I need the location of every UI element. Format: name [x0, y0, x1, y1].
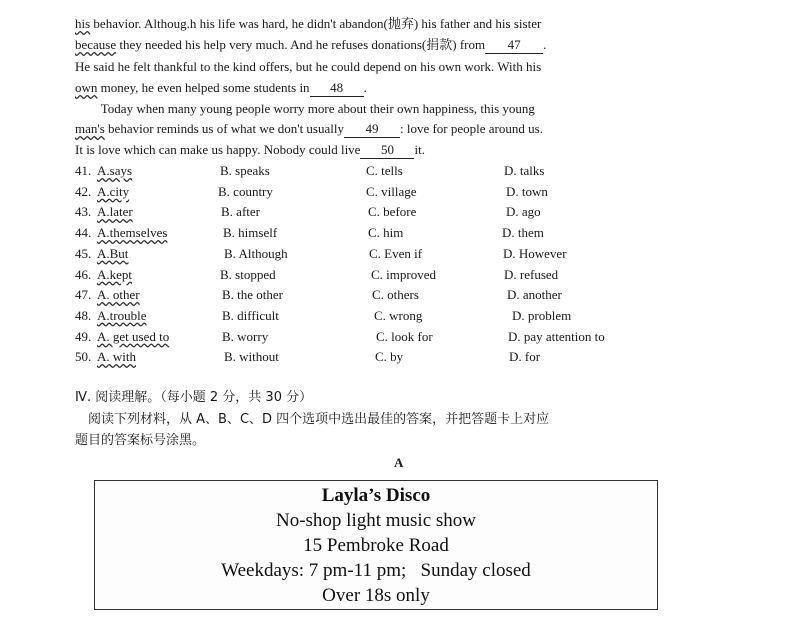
passage-line-5 [75, 101, 535, 117]
option-a[interactable]: A. other [97, 287, 140, 303]
question-number: 44. [75, 225, 92, 241]
option-c[interactable]: C. tells [366, 163, 403, 178]
ad-show: No-shop light music show [275, 510, 477, 531]
passage-text: : love for people around us. [399, 121, 543, 136]
underlined-word: own [75, 80, 98, 95]
passage-line-1 [75, 16, 541, 32]
option-d[interactable]: D. refused [504, 266, 559, 282]
option-a[interactable]: A.says [97, 163, 133, 178]
answer-blank-50[interactable]: 50 [360, 142, 414, 159]
option-a[interactable]: A. with [97, 349, 136, 365]
answer-blank-49[interactable]: 49 [344, 121, 400, 138]
question-number: 41. [75, 163, 92, 178]
option-c[interactable]: C. by [375, 349, 404, 365]
ad-title: Layla’s Disco [321, 485, 431, 506]
passage-text: It is love which can make us happy. Nobody could live [75, 142, 361, 157]
option-a[interactable]: A.city [97, 183, 130, 199]
option-c[interactable]: C. others [372, 287, 419, 303]
question-number: 50. [75, 349, 92, 365]
option-b[interactable]: B. without [224, 349, 279, 365]
option-b[interactable]: B. difficult [222, 307, 279, 323]
option-c[interactable]: C. him [368, 225, 404, 241]
passage-text: Today when many young people worry more about their own happiness, this young [75, 101, 535, 116]
ad-address: 15 Pembroke Road [303, 535, 449, 556]
option-d[interactable]: D. ago [506, 204, 541, 220]
option-d[interactable]: D. town [506, 183, 548, 199]
option-a[interactable]: A.trouble [97, 307, 147, 323]
passage-line-6 [75, 121, 543, 138]
option-a[interactable]: A.later [97, 204, 133, 220]
option-b[interactable]: B. stopped [220, 266, 276, 282]
underlined-word: man's [75, 121, 105, 136]
question-number: 43. [75, 204, 92, 220]
option-c[interactable]: C. look for [376, 328, 433, 344]
option-b[interactable]: B. the other [222, 287, 284, 303]
passage-label: A [394, 455, 404, 470]
option-a[interactable]: A.But [97, 245, 129, 261]
option-b[interactable]: B. Although [224, 245, 288, 261]
question-number: 42. [75, 183, 92, 199]
ad-age-limit: Over 18s only [322, 585, 430, 606]
option-d[interactable]: D. them [502, 225, 544, 241]
answer-blank-47[interactable]: 47 [485, 37, 543, 54]
section-instruction: 题目的答案标号涂黑。 [75, 433, 206, 448]
option-d[interactable]: D. talks [504, 163, 545, 178]
passage-text: money, he even helped some students in [97, 80, 310, 95]
question-number: 49. [75, 328, 92, 344]
question-number: 48. [75, 307, 92, 323]
passage-line-4 [75, 80, 367, 97]
option-c[interactable]: C. before [368, 204, 417, 220]
passage-text: they needed his help very much. And he refuses donations(捐款) from [116, 37, 486, 52]
section-heading: Ⅳ. 阅读理解。（每小题 2 分，共 30 分） [75, 390, 313, 405]
passage-text: behavior reminds us of what we don't usually [104, 121, 344, 136]
option-d[interactable]: D. problem [512, 307, 572, 323]
option-c[interactable]: C. village [366, 183, 417, 199]
ad-weekdays: Weekdays: 7 pm-11 pm; [221, 560, 407, 581]
ad-hours [95, 560, 657, 582]
option-b[interactable]: B. after [221, 204, 260, 220]
question-number: 47. [75, 287, 92, 303]
passage-line-2 [75, 37, 546, 54]
option-a[interactable]: A. get used to [97, 328, 170, 344]
option-d[interactable]: D. another [507, 287, 562, 303]
question-number: 46. [75, 266, 92, 282]
option-c[interactable]: C. improved [371, 266, 436, 282]
option-b[interactable]: B. country [218, 183, 273, 199]
option-b[interactable]: B. worry [222, 328, 269, 344]
option-c[interactable]: C. wrong [374, 307, 423, 323]
answer-blank-48[interactable]: 48 [310, 80, 364, 97]
option-d[interactable]: D. However [503, 245, 567, 261]
option-a[interactable]: A.kept [97, 266, 133, 282]
passage-line-7 [75, 142, 425, 159]
underlined-word: because [75, 37, 117, 52]
passage-line-3 [75, 59, 541, 75]
passage-text: . [363, 80, 367, 95]
option-a[interactable]: A.themselves [97, 225, 168, 241]
passage-text: . [543, 37, 547, 52]
passage-text: He said he felt thankful to the kind offers, but he could depend on his own work. With his [75, 59, 542, 74]
option-c[interactable]: C. Even if [369, 245, 423, 261]
passage-text: it. [414, 142, 425, 157]
option-d[interactable]: D. pay attention to [508, 328, 605, 344]
option-b[interactable]: B. himself [223, 225, 278, 241]
question-number: 45. [75, 245, 92, 261]
section-instruction: 阅读下列材料，从 A、B、C、D 四个选项中选出最佳的答案，并把答题卡上对应 [88, 412, 550, 427]
option-d[interactable]: D. for [509, 349, 541, 365]
underlined-word: his [75, 16, 91, 31]
passage-text: behavior. Althoug.h his life was hard, he didn't abandon(抛弃) his father and his sister [90, 16, 542, 31]
disco-ad [94, 480, 658, 610]
option-b[interactable]: B. speaks [220, 163, 270, 178]
ad-sunday: Sunday closed [420, 560, 531, 581]
